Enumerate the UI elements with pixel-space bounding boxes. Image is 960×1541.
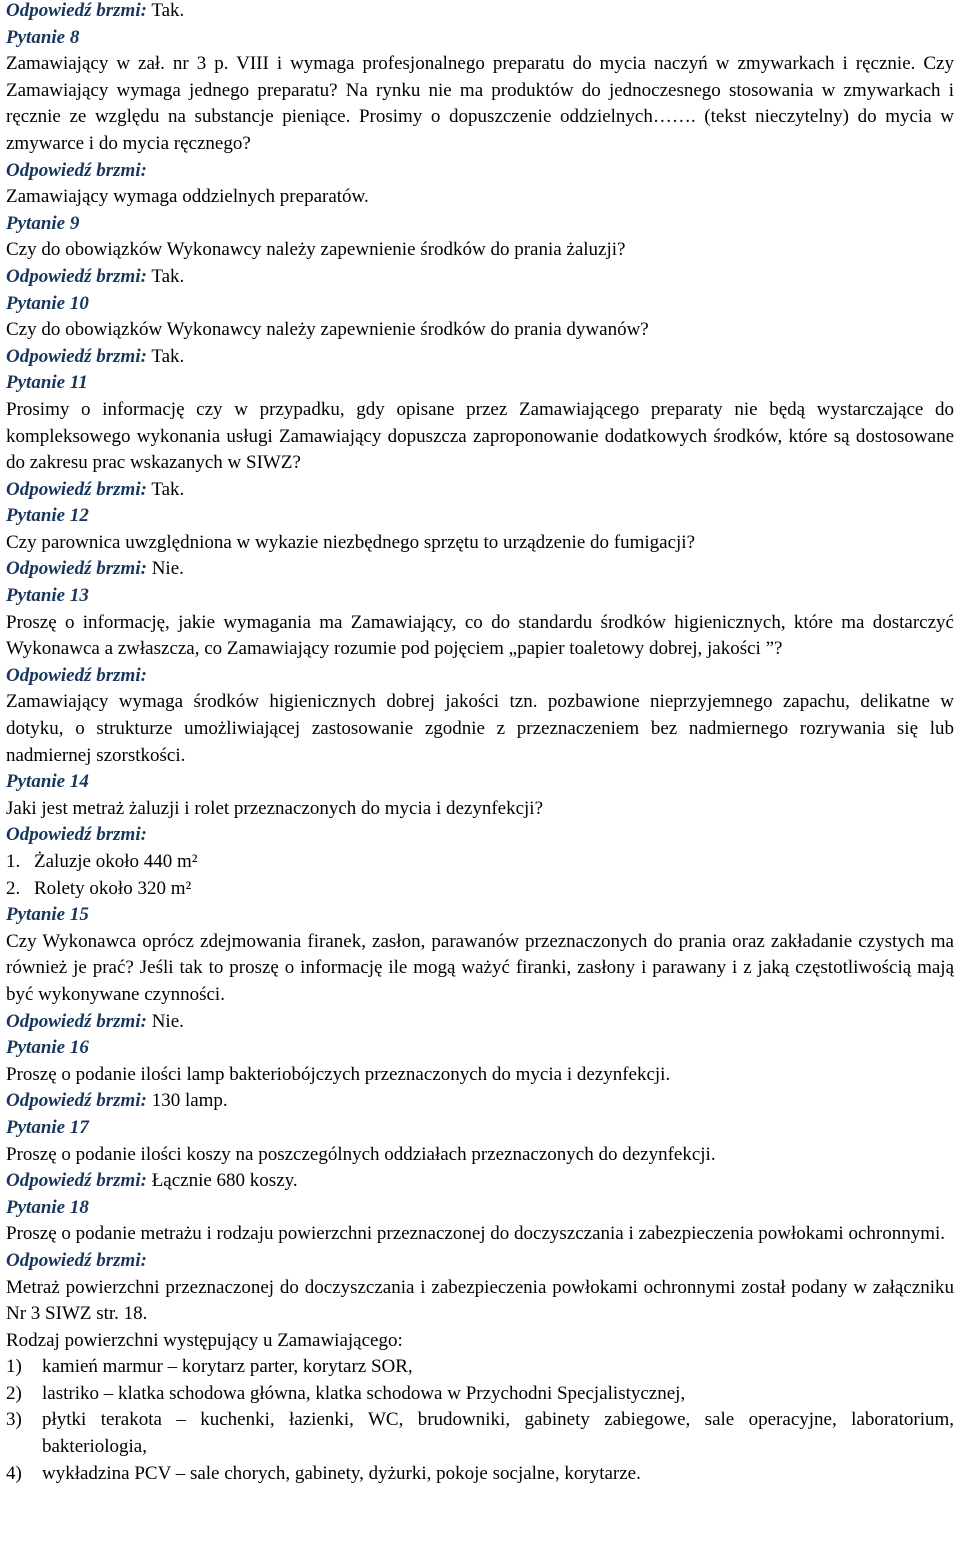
answer-line <box>6 344 954 371</box>
paragraph: Zamawiający wymaga oddzielnych preparatów. <box>6 186 369 208</box>
list-item <box>6 1407 954 1460</box>
answer-label: Odpowiedź brzmi: <box>6 1010 147 1032</box>
answer-value: Nie. <box>146 558 184 580</box>
answer-label: Odpowiedź brzmi: <box>6 1170 147 1192</box>
answer-label: Odpowiedź brzmi: <box>6 824 147 846</box>
paragraph: Czy parownica uwzględniona w wykazie niezbędnego sprzętu to urządzenie do fumigacji? <box>6 531 696 553</box>
answer-line <box>6 477 954 504</box>
question-heading: Pytanie 18 <box>6 1196 89 1218</box>
answer-line <box>6 1009 954 1036</box>
question-heading: Pytanie 15 <box>6 904 89 926</box>
answer-value: 130 lamp. <box>146 1090 228 1112</box>
answer-line <box>6 1168 954 1195</box>
paragraph: Rodzaj powierzchni występujący u Zamawiającego: <box>6 1329 403 1351</box>
paragraph: Proszę o podanie ilości lamp bakteriobójczych przeznaczonych do mycia i dezynfekcji. <box>6 1063 671 1085</box>
paragraph: Jaki jest metraż żaluzji i rolet przeznaczonych do mycia i dezynfekcji? <box>6 797 544 819</box>
list-item-text: lastriko – klatka schodowa główna, klatka schodowa w Przychodni Specjalistycznej, <box>42 1382 686 1404</box>
list-item-text: Żaluzje około 440 m² <box>34 851 198 872</box>
list-item-number: 3) <box>6 1409 22 1431</box>
document-body <box>6 0 954 1487</box>
answer-label: Odpowiedź brzmi: <box>6 159 147 181</box>
answer-value: Łącznie 680 koszy. <box>146 1170 298 1192</box>
answer-value: Tak. <box>146 345 185 367</box>
surface-type-list <box>6 1354 954 1487</box>
answer-label: Odpowiedź brzmi: <box>6 664 147 686</box>
list-item-text: Rolety około 320 m² <box>34 877 192 899</box>
question-heading: Pytanie 13 <box>6 585 89 607</box>
answer-line <box>6 663 954 690</box>
answer-label: Odpowiedź brzmi: <box>6 558 147 580</box>
paragraph: Prosimy o informację czy w przypadku, gdy opisane przez Zamawiającego preparaty nie będą wystarczające do kompleksowego wykonania usługi Zamawiający dopuszcza zaproponowanie dodatkowych środków, które są dostosowane do zakresu prac wskazanych w SIWZ? <box>6 398 954 474</box>
list-item <box>6 1381 954 1408</box>
list-item <box>6 1461 954 1488</box>
answer-label: Odpowiedź brzmi: <box>6 345 147 367</box>
question-heading: Pytanie 11 <box>6 372 88 394</box>
answer-line <box>6 0 954 25</box>
question-heading: Pytanie 12 <box>6 505 89 527</box>
question-heading: Pytanie 16 <box>6 1037 89 1059</box>
answer-value: Nie. <box>146 1010 184 1032</box>
answer-value: Tak. <box>146 0 185 21</box>
question-heading: Pytanie 10 <box>6 292 89 314</box>
list-item-number: 1) <box>6 1356 22 1378</box>
answer-list <box>6 849 954 902</box>
paragraph: Proszę o podanie ilości koszy na poszczególnych oddziałach przeznaczonych do dezynfekcji. <box>6 1143 716 1165</box>
answer-label: Odpowiedź brzmi: <box>6 0 147 21</box>
answer-label: Odpowiedź brzmi: <box>6 478 147 500</box>
paragraph: Czy do obowiązków Wykonawcy należy zapewnienie środków do prania żaluzji? <box>6 239 626 261</box>
paragraph: Zamawiający wymaga środków higienicznych dobrej jakości tzn. pozbawione nieprzyjemnego zapachu, delikatne w dotyku, o strukturze umożliwiającej zastosowanie zgodnie z przeznaczeniem bez nadmiernego rozrywania się lub nadmiernej szorstkości. <box>6 691 954 766</box>
paragraph: Czy do obowiązków Wykonawcy należy zapewnienie środków do prania dywanów? <box>6 319 649 341</box>
paragraph: Proszę o podanie metrażu i rodzaju powierzchni przeznaczonej do doczyszczania i zabezpieczenia powłokami ochronnymi. <box>6 1223 946 1245</box>
list-item-number: 4) <box>6 1462 22 1484</box>
question-heading: Pytanie 14 <box>6 771 89 793</box>
answer-line <box>6 1088 954 1115</box>
answer-line <box>6 556 954 583</box>
list-item <box>6 849 954 876</box>
answer-value: Tak. <box>146 265 185 287</box>
answer-label: Odpowiedź brzmi: <box>6 265 147 287</box>
list-item-number: 1. <box>6 851 21 872</box>
answer-line <box>6 1248 954 1275</box>
answer-line <box>6 822 954 849</box>
question-heading: Pytanie 17 <box>6 1116 89 1138</box>
list-item-text: płytki terakota – kuchenki, łazienki, WC, brudowniki, gabinety zabiegowe, sale operacyjne, laboratorium, bakteriologia, <box>42 1409 954 1458</box>
paragraph: Metraż powierzchni przeznaczonej do doczyszczania i zabezpieczenia powłokami ochronnymi został podany w załączniku Nr 3 SIWZ str. 18. <box>6 1276 954 1325</box>
list-item <box>6 1354 954 1381</box>
answer-line <box>6 264 954 291</box>
list-item <box>6 876 954 903</box>
list-item-number: 2. <box>6 877 21 899</box>
paragraph: Czy Wykonawca oprócz zdejmowania firanek, zasłon, parawanów przeznaczonych do prania oraz zakładanie czystych ma również je prać? Jeśli tak to proszę o informację ile mogą ważyć firanki, zasłony i parawany i z jaką częstotliwością mają być wykonywane czynności. <box>6 930 954 1005</box>
question-heading: Pytanie 9 <box>6 212 80 234</box>
answer-value: Tak. <box>146 478 185 500</box>
answer-label: Odpowiedź brzmi: <box>6 1249 147 1271</box>
paragraph: Proszę o informację, jakie wymagania ma Zamawiający, co do standardu środków higienicznych, które ma dostarczyć Wykonawca a zwłaszcza, co Zamawiający rozumie pod pojęciem „papier toaletowy dobrej, jakości ”? <box>6 611 954 660</box>
answer-line <box>6 158 954 185</box>
list-item-text: wykładzina PCV – sale chorych, gabinety, dyżurki, pokoje socjalne, korytarze. <box>42 1462 641 1484</box>
answer-label: Odpowiedź brzmi: <box>6 1090 147 1112</box>
paragraph: Zamawiający w zał. nr 3 p. VIII i wymaga profesjonalnego preparatu do mycia naczyń w zmywarkach i ręcznie. Czy Zamawiający wymaga jednego preparatu? Na rynku nie ma produktów do jednoczesnego stosowania w zmywarkach i ręcznie ze względu na substancje pieniące. Prosimy o dopuszczenie oddzielnych……. (tekst nieczytelny) do mycia w zmywarce i do mycia ręcznego? <box>6 53 954 154</box>
list-item-text: kamień marmur – korytarz parter, korytarz SOR, <box>42 1356 413 1378</box>
question-heading: Pytanie 8 <box>6 26 80 48</box>
list-item-number: 2) <box>6 1382 22 1404</box>
